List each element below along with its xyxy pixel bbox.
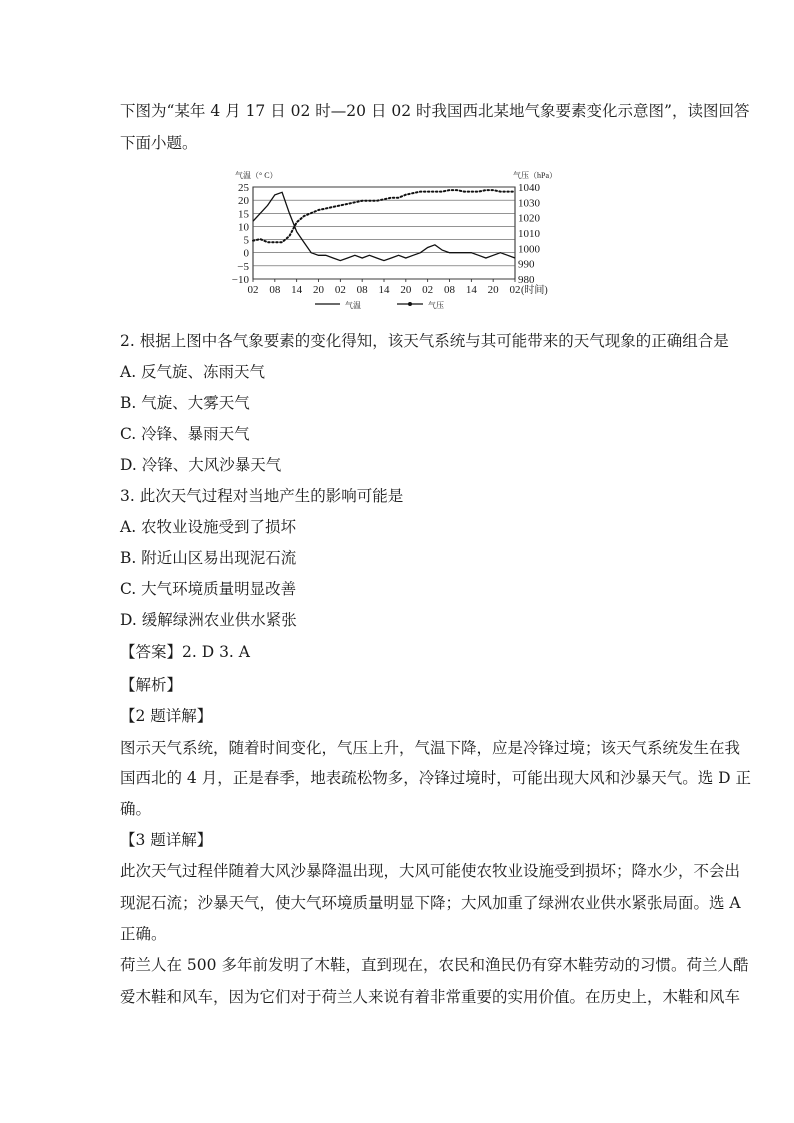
x-tick-label: 02	[247, 284, 259, 296]
x-tick-label: 08	[269, 284, 281, 296]
answer-line: 【答案】2. D 3. A	[120, 643, 250, 661]
question-2-option-b: B. 气旋、大雾天气	[120, 394, 250, 412]
question-2-option-a: A. 反气旋、冻雨天气	[120, 363, 266, 381]
legend-pressure-marker	[408, 302, 412, 306]
chart-grid	[253, 187, 515, 279]
left-tick-label: 15	[238, 208, 249, 221]
x-ticks	[248, 279, 548, 296]
left-tick-label: 20	[238, 195, 249, 208]
x-tick-label: 14	[291, 284, 303, 296]
right-tick-label: 1020	[518, 212, 540, 225]
left-tick-label: 10	[238, 221, 249, 234]
passage-line-2: 爱木鞋和风车，因为它们对于荷兰人来说有着非常重要的实用价值。在历史上，木鞋和风车	[120, 988, 741, 1006]
left-axis-label: 气温（° C）	[235, 171, 278, 180]
legend-temperature-label: 气温	[345, 301, 361, 310]
intro-line-2: 下面小题。	[120, 134, 198, 152]
right-tick-label: 1030	[518, 197, 540, 210]
weather-chart	[225, 168, 565, 316]
x-tick-label: 14	[378, 284, 390, 296]
question-2-option-d: D. 冷锋、大风沙暴天气	[120, 456, 282, 474]
detail-2-line-2: 国西北的 4 月，正是春季，地表疏松物多，冷锋过境时，可能出现大风和沙暴天气。选 D 正	[120, 769, 751, 787]
right-tick-label: 990	[518, 258, 535, 271]
question-3-option-d: D. 缓解绿洲农业供水紧张	[120, 611, 297, 629]
right-ticks	[518, 182, 541, 286]
left-tick-label: −10	[231, 274, 249, 286]
legend-pressure-label: 气压	[428, 301, 444, 310]
x-tick-label: 20	[400, 284, 412, 296]
chart-series	[253, 190, 515, 261]
x-tick-label: 02	[422, 284, 434, 296]
x-tick-label: 08	[356, 284, 368, 296]
right-tick-label: 1000	[518, 243, 540, 256]
x-tick-label: 08	[444, 284, 455, 296]
x-tick-label: 02	[334, 284, 346, 296]
question-3-option-a: A. 农牧业设施受到了损坏	[120, 518, 297, 536]
intro-line-1: 下图为“某年 4 月 17 日 02 时—20 日 02 时我国西北某地气象要素变化示意图”，读图回答	[120, 102, 750, 120]
detail-2-line-1: 图示天气系统，随着时间变化，气压上升，气温下降，应是冷锋过境；该天气系统发生在我	[120, 739, 741, 757]
left-tick-label: 25	[238, 182, 249, 194]
left-tick-label: 0	[243, 247, 249, 260]
detail-2-line-3: 确。	[120, 800, 152, 818]
question-3-option-b: B. 附近山区易出现泥石流	[120, 549, 297, 567]
weather-chart-svg	[225, 168, 565, 316]
detail-2-header: 【2 题详解】	[120, 707, 213, 725]
detail-3-line-2: 现泥石流；沙暴天气，使大气环境质量明显下降；大风加重了绿洲农业供水紧张局面。选 A	[120, 894, 741, 912]
x-tick-label: 20	[487, 284, 499, 296]
detail-3-line-1: 此次天气过程伴随着大风沙暴降温出现，大风可能使农牧业设施受到损坏；降水少，不会出	[120, 862, 741, 880]
question-3-option-c: C. 大气环境质量明显改善	[120, 580, 297, 598]
left-tick-label: 5	[243, 234, 249, 247]
pressure-series-line	[253, 190, 515, 242]
plot-border	[253, 187, 515, 279]
x-tick-label: 02	[509, 284, 521, 296]
chart-legend	[315, 300, 444, 310]
detail-3-header: 【3 题详解】	[120, 831, 213, 849]
question-3-stem: 3. 此次天气过程对当地产生的影响可能是	[120, 487, 404, 505]
x-tick-label: 14	[465, 284, 477, 296]
passage-line-1: 荷兰人在 500 多年前发明了木鞋，直到现在，农民和渔民仍有穿木鞋劳动的习惯。荷兰人酷	[120, 956, 749, 974]
question-2-option-c: C. 冷锋、暴雨天气	[120, 425, 250, 443]
left-tick-label: −5	[237, 260, 249, 273]
analysis-header: 【解析】	[120, 676, 183, 694]
right-tick-label: 980	[518, 274, 535, 286]
x-axis-suffix: (时间)	[521, 285, 548, 296]
question-2-stem: 2. 根据上图中各气象要素的变化得知，该天气系统与其可能带来的天气现象的正确组合是	[120, 332, 729, 350]
left-ticks	[232, 182, 250, 286]
right-axis-label: 气压（hPa）	[513, 171, 557, 180]
x-tick-label: 20	[313, 284, 324, 296]
right-tick-label: 1010	[518, 228, 540, 240]
right-tick-label: 1040	[518, 182, 540, 194]
detail-3-line-3: 正确。	[120, 925, 167, 943]
